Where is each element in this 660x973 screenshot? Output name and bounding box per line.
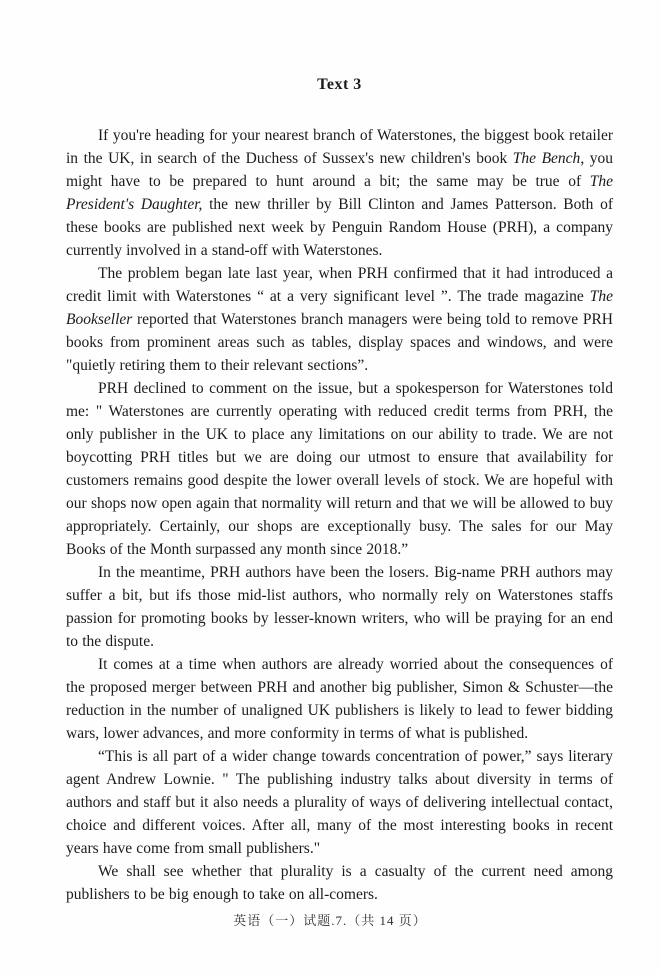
paragraph xyxy=(66,745,613,860)
paragraph xyxy=(66,653,613,745)
text-run: It comes at a time when authors are already worried about the consequences of the proposed merger between PRH and another big publisher, Simon & Schuster—the reduction in the number of unaligned UK publishers is likely to lead to fewer bidding wars, lower advances, and more conformity in terms of what is published. xyxy=(66,656,613,742)
text-body xyxy=(66,124,613,906)
text-run: In the meantime, PRH authors have been the losers. Big-name PRH authors may suffer a bit, but ifs those mid-list authors, who normally rely on Waterstones staffs passion for promoting books by lesser-known writers, who will be praying for an end to the dispute. xyxy=(66,564,613,650)
text-run: , you might have to be prepared to hunt around a bit; the same may be true of xyxy=(66,150,613,190)
text-run: If you're heading for your nearest branch of Waterstones, the biggest book retailer in the UK, in search of the Duchess of Sussex's new children's book xyxy=(66,127,613,167)
text-run: We shall see whether that plurality is a casualty of the current need among publishers to be big enough to take on all-comers. xyxy=(66,863,613,903)
text-run: reported that Waterstones branch managers were being told to remove PRH books from prominent areas such as tables, display spaces and windows, and were "quietly retiring them to their relevant sections”. xyxy=(66,311,613,374)
paragraph xyxy=(66,860,613,906)
text-run: the new thriller by Bill Clinton and James Patterson. Both of these books are published next week by Penguin Random House (PRH), a company currently involved in a stand-off with Waterstones. xyxy=(66,196,613,259)
book-title-italic: The Bookseller xyxy=(66,288,613,328)
book-title-italic: The President's Daughter, xyxy=(66,173,613,213)
page-footer: 英语（一）试题.7.（共 14 页） xyxy=(233,913,427,928)
paragraph xyxy=(66,561,613,653)
text-run: PRH declined to comment on the issue, but a spokesperson for Waterstones told me: " Waterstones are currently operating with reduced credit terms from PRH, the only publisher in the UK to place any limitations on our ability to trade. We are not boycotting PRH titles but we are doing our utmost to ensure that availability for customers remains good despite the lower overall levels of stock. We are hopeful with our shops now open again that normality will return and that we will be allowed to buy appropriately. Certainly, our shops are exceptionally busy. The sales for our May Books of the Month surpassed any month since 2018.” xyxy=(66,380,613,558)
paragraph xyxy=(66,377,613,561)
text-run: “This is all part of a wider change towards concentration of power,” says literary agent Andrew Lownie. " The publishing industry talks about diversity in terms of authors and staff but it also needs a plurality of ways of delivering intellectual contact, choice and different voices. After all, many of the most interesting books in recent years have come from small publishers." xyxy=(66,748,613,857)
text-run: The problem began late last year, when PRH confirmed that it had introduced a credit limit with Waterstones “ at a very significant level ”. The trade magazine xyxy=(66,265,613,305)
paragraph xyxy=(66,262,613,377)
book-title-italic: The Bench xyxy=(512,150,581,167)
page-title: Text 3 xyxy=(317,76,362,93)
paragraph xyxy=(66,124,613,262)
